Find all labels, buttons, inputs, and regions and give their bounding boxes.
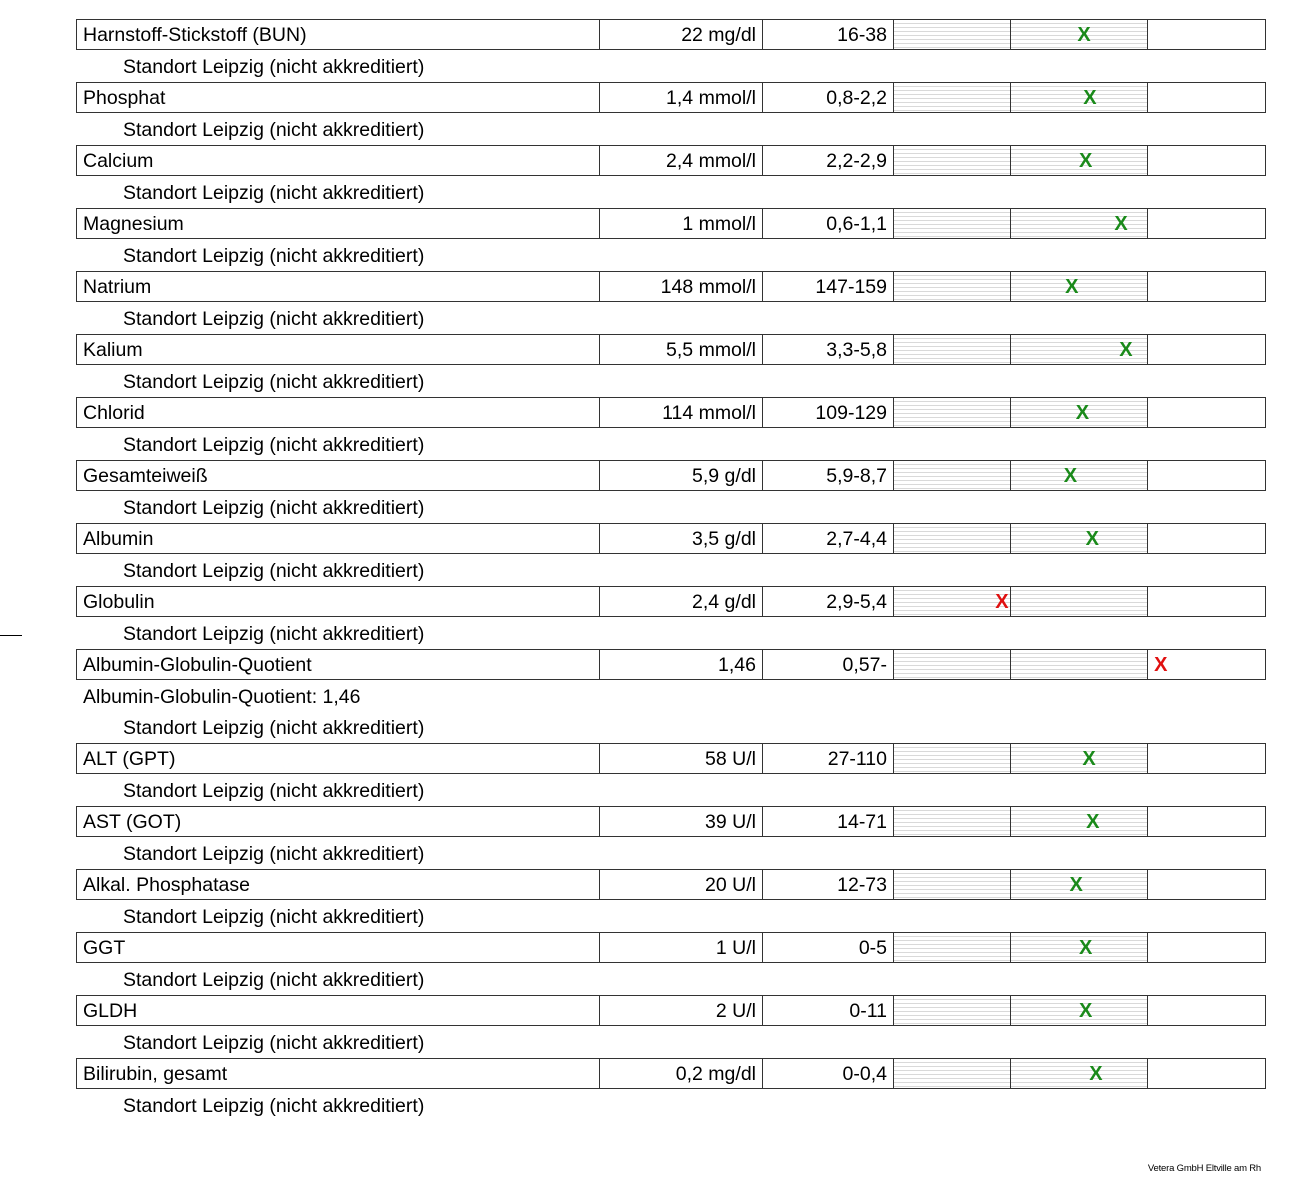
result-row [76, 19, 1266, 78]
gauge-above-range [1148, 209, 1265, 238]
location-note: Standort Leipzig (nicht akkreditiert) [123, 623, 425, 645]
result-marker: X [1063, 465, 1078, 487]
location-note: Standort Leipzig (nicht akkreditiert) [123, 1032, 425, 1054]
result-row [76, 995, 1266, 1054]
range-gauge [894, 146, 1265, 175]
range-gauge [894, 744, 1265, 773]
location-note: Standort Leipzig (nicht akkreditiert) [123, 1095, 425, 1117]
gauge-within-range [1011, 1059, 1148, 1088]
reference-range: 14-71 [763, 807, 894, 836]
result-value: 1,46 [600, 650, 763, 679]
reference-range: 0-0,4 [763, 1059, 894, 1088]
result-row [76, 523, 1266, 582]
reference-range: 0,8-2,2 [763, 83, 894, 112]
gauge-above-range [1148, 587, 1265, 616]
location-note: Standort Leipzig (nicht akkreditiert) [123, 308, 425, 330]
result-marker: X [1085, 528, 1099, 550]
result-marker: X [1082, 748, 1096, 770]
range-gauge [894, 20, 1265, 49]
result-value: 2,4 mmol/l [600, 146, 763, 175]
gauge-below-range [894, 807, 1011, 836]
reference-range: 16-38 [763, 20, 894, 49]
gauge-below-range [894, 587, 1011, 616]
location-note: Standort Leipzig (nicht akkreditiert) [123, 969, 425, 991]
location-note: Standort Leipzig (nicht akkreditiert) [123, 182, 425, 204]
result-value: 20 U/l [600, 870, 763, 899]
range-gauge [894, 209, 1265, 238]
parameter-name: Chlorid [77, 398, 600, 427]
result-row [76, 208, 1266, 267]
gauge-above-range [1148, 272, 1265, 301]
parameter-name: Gesamteiweiß [77, 461, 600, 490]
gauge-above-range [1148, 146, 1265, 175]
parameter-name: Alkal. Phosphatase [77, 870, 600, 899]
result-value: 0,2 mg/dl [600, 1059, 763, 1088]
result-row [76, 397, 1266, 456]
result-row [76, 145, 1266, 204]
range-gauge [894, 524, 1265, 553]
range-gauge [894, 650, 1265, 679]
location-note: Standort Leipzig (nicht akkreditiert) [123, 245, 425, 267]
reference-range: 0-5 [763, 933, 894, 962]
parameter-name: AST (GOT) [77, 807, 600, 836]
reference-range: 3,3-5,8 [763, 335, 894, 364]
gauge-within-range [1011, 807, 1148, 836]
gauge-below-range [894, 933, 1011, 962]
gauge-below-range [894, 20, 1011, 49]
reference-range: 2,7-4,4 [763, 524, 894, 553]
reference-range: 12-73 [763, 870, 894, 899]
parameter-name: GLDH [77, 996, 600, 1025]
result-row [76, 271, 1266, 330]
location-note: Standort Leipzig (nicht akkreditiert) [123, 497, 425, 519]
footer-text: Vetera GmbH Eltville am Rh [1147, 1163, 1261, 1174]
reference-range: 0,6-1,1 [763, 209, 894, 238]
result-row [76, 932, 1266, 991]
result-row [76, 82, 1266, 141]
gauge-within-range [1011, 461, 1148, 490]
parameter-name: Phosphat [77, 83, 600, 112]
location-note: Standort Leipzig (nicht akkreditiert) [123, 56, 425, 78]
range-gauge [894, 996, 1265, 1025]
result-marker: X [1083, 87, 1097, 109]
result-row [76, 1058, 1266, 1117]
gauge-below-range [894, 650, 1011, 679]
result-value: 1 mmol/l [600, 209, 763, 238]
gauge-below-range [894, 461, 1011, 490]
result-marker: X [1119, 339, 1133, 361]
range-gauge [894, 587, 1265, 616]
reference-range: 147-159 [763, 272, 894, 301]
result-marker: X [1078, 1000, 1093, 1022]
gauge-within-range [1011, 83, 1148, 112]
gauge-below-range [894, 744, 1011, 773]
gauge-within-range [1011, 272, 1148, 301]
range-gauge [894, 398, 1265, 427]
result-value: 5,9 g/dl [600, 461, 763, 490]
gauge-below-range [894, 83, 1011, 112]
parameter-name: Calcium [77, 146, 600, 175]
reference-range: 0,57- [763, 650, 894, 679]
range-gauge [894, 870, 1265, 899]
result-row [76, 869, 1266, 928]
parameter-name: Globulin [77, 587, 600, 616]
location-note: Standort Leipzig (nicht akkreditiert) [123, 434, 425, 456]
gauge-above-range [1148, 335, 1265, 364]
gauge-within-range [1011, 650, 1148, 679]
result-row [76, 743, 1266, 802]
gauge-within-range [1011, 744, 1148, 773]
result-comment: Albumin-Globulin-Quotient: 1,46 [83, 686, 361, 708]
result-value: 39 U/l [600, 807, 763, 836]
result-marker: X [1069, 874, 1083, 896]
location-note: Standort Leipzig (nicht akkreditiert) [123, 717, 425, 739]
range-gauge [894, 335, 1265, 364]
parameter-name: Harnstoff-Stickstoff (BUN) [77, 20, 600, 49]
result-value: 1,4 mmol/l [600, 83, 763, 112]
gauge-above-range [1148, 870, 1265, 899]
reference-range: 2,9-5,4 [763, 587, 894, 616]
range-gauge [894, 933, 1265, 962]
gauge-below-range [894, 524, 1011, 553]
gauge-below-range [894, 870, 1011, 899]
result-marker: X [1086, 811, 1100, 833]
result-marker: X [1077, 24, 1091, 46]
parameter-name: Natrium [77, 272, 600, 301]
gauge-above-range [1148, 461, 1265, 490]
result-marker: X [1078, 937, 1093, 959]
reference-range: 0-11 [763, 996, 894, 1025]
gauge-within-range [1011, 524, 1148, 553]
result-value: 5,5 mmol/l [600, 335, 763, 364]
result-row [76, 649, 1266, 739]
result-value: 1 U/l [600, 933, 763, 962]
result-value: 2 U/l [600, 996, 763, 1025]
parameter-name: Kalium [77, 335, 600, 364]
result-marker: X [1114, 213, 1128, 235]
reference-range: 5,9-8,7 [763, 461, 894, 490]
result-row [76, 460, 1266, 519]
result-row [76, 334, 1266, 393]
gauge-below-range [894, 1059, 1011, 1088]
gauge-below-range [894, 335, 1011, 364]
parameter-name: Bilirubin, gesamt [77, 1059, 600, 1088]
gauge-below-range [894, 272, 1011, 301]
result-marker: X [1089, 1063, 1103, 1085]
result-value: 114 mmol/l [600, 398, 763, 427]
parameter-name: Albumin-Globulin-Quotient [77, 650, 600, 679]
reference-range: 2,2-2,9 [763, 146, 894, 175]
result-marker: X [995, 591, 1009, 613]
location-note: Standort Leipzig (nicht akkreditiert) [123, 371, 425, 393]
lab-results-table [76, 19, 1266, 1121]
location-note: Standort Leipzig (nicht akkreditiert) [123, 119, 425, 141]
location-note: Standort Leipzig (nicht akkreditiert) [123, 843, 425, 865]
result-marker: X [1154, 654, 1168, 676]
parameter-name: Magnesium [77, 209, 600, 238]
range-gauge [894, 807, 1265, 836]
gauge-above-range [1148, 398, 1265, 427]
location-note: Standort Leipzig (nicht akkreditiert) [123, 560, 425, 582]
result-row [76, 586, 1266, 645]
result-marker: X [1078, 150, 1093, 172]
parameter-name: ALT (GPT) [77, 744, 600, 773]
result-marker: X [1075, 402, 1090, 424]
gauge-above-range [1148, 83, 1265, 112]
range-gauge [894, 83, 1265, 112]
result-value: 148 mmol/l [600, 272, 763, 301]
result-value: 2,4 g/dl [600, 587, 763, 616]
gauge-above-range [1148, 807, 1265, 836]
range-gauge [894, 272, 1265, 301]
gauge-above-range [1148, 744, 1265, 773]
gauge-below-range [894, 146, 1011, 175]
result-value: 3,5 g/dl [600, 524, 763, 553]
gauge-above-range [1148, 20, 1265, 49]
result-value: 22 mg/dl [600, 20, 763, 49]
location-note: Standort Leipzig (nicht akkreditiert) [123, 780, 425, 802]
range-gauge [894, 461, 1265, 490]
gauge-above-range [1148, 524, 1265, 553]
margin-line [0, 635, 22, 636]
result-value: 58 U/l [600, 744, 763, 773]
gauge-above-range [1148, 1059, 1265, 1088]
gauge-below-range [894, 209, 1011, 238]
gauge-below-range [894, 398, 1011, 427]
gauge-below-range [894, 996, 1011, 1025]
location-note: Standort Leipzig (nicht akkreditiert) [123, 906, 425, 928]
parameter-name: Albumin [77, 524, 600, 553]
gauge-above-range [1148, 933, 1265, 962]
parameter-name: GGT [77, 933, 600, 962]
result-marker: X [1065, 276, 1079, 298]
result-row [76, 806, 1266, 865]
reference-range: 27-110 [763, 744, 894, 773]
gauge-above-range [1148, 996, 1265, 1025]
reference-range: 109-129 [763, 398, 894, 427]
range-gauge [894, 1059, 1265, 1088]
gauge-within-range [1011, 587, 1148, 616]
